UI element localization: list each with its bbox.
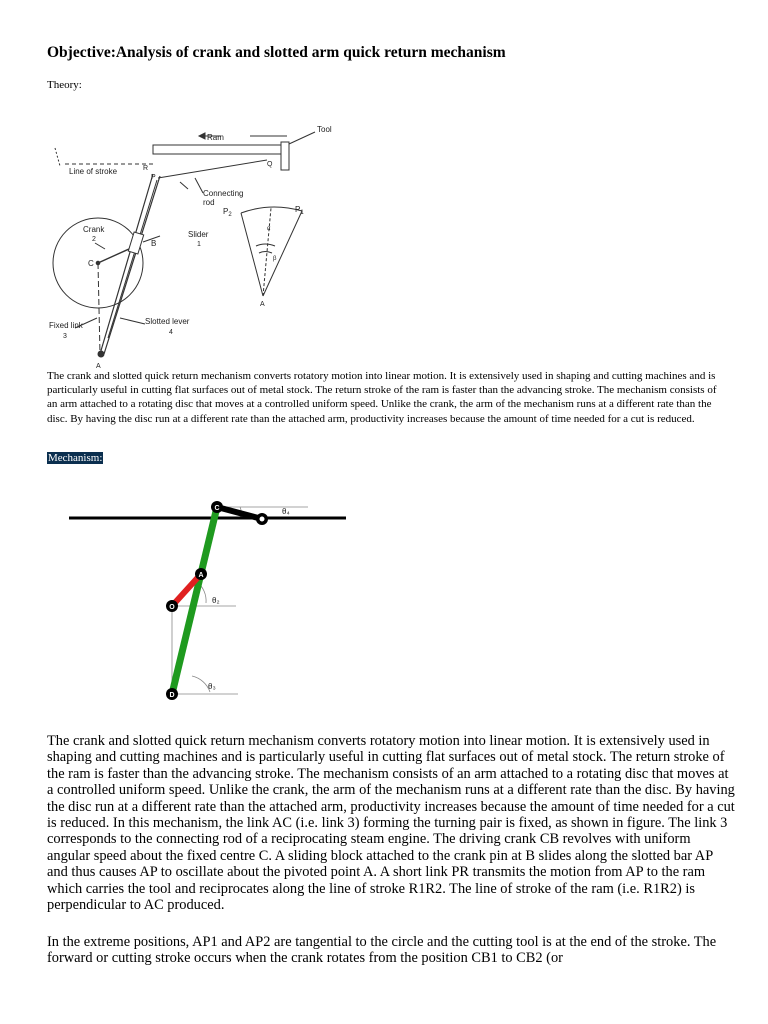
label-point-r: R — [143, 165, 149, 172]
label-point-q: Q — [267, 161, 273, 168]
inset-arm-left — [241, 213, 263, 296]
label-joint-c: C — [214, 505, 220, 512]
label-joint-a: A — [198, 572, 204, 579]
fixed-link-line — [98, 263, 100, 354]
mechanism-paragraph: The crank and slotted quick return mechanism converts rotatory motion into linear motion. It is extensively used in shaping and cutting machines and is particularly useful in cutting flat surfaces out of metal stock. The return stroke of the ram is faster than the advancing stroke. The mechanism consists of an arm attached to a rotating disc that moves at a controlled uniform speed. Unlike the crank, the arm of the mechanism runs at a different rate than the disc. By having the disc run at a different rate than the attached arm, productivity increases because the amount of time needed for a cut is reduced. In this mechanism, the link AC (i.e. link 3) forming the turning pair is fixed, as shown in figure. The link 3 corresponds to the connecting rod of a reciprocating steam engine. The driving crank CB revolves with uniform angular speed about the fixed centre C. A sliding block attached to the crank pin at B slides along the slotted bar AP and thus causes AP to oscillate about the pivoted point A. A short link PR transmits the motion from AP to the ram which carries the tool and reciprocates along the line of stroke R1R2. The line of stroke of the ram (i.e. R1R2) is perpendicular to AC produced. — [47, 733, 735, 914]
label-joint-d: D — [169, 692, 175, 699]
theory-label: Theory: — [47, 79, 82, 91]
label-theta2: θ₂ — [212, 596, 220, 605]
label-crank: Crank — [83, 225, 105, 234]
mechanism-kinematic-diagram — [60, 490, 360, 710]
theory-paragraph: The crank and slotted quick return mechanism converts rotatory motion into linear motion. It is extensively used in shaping and cutting machines and is particularly useful in cutting flat surfaces out of metal stock. The return stroke of the ram is faster than the advancing stroke. The mechanism consists of an arm attached to a rotating disc that moves at a controlled uniform speed. Unlike the crank, the arm of the mechanism runs at a different rate than the disc. By having the disc run at a different rate than the attached arm, productivity increases because the amount of time needed for a cut is reduced. — [47, 370, 717, 425]
connecting-rod-line — [158, 160, 267, 178]
label-ram: Ram — [207, 133, 224, 142]
ram-bar — [153, 145, 288, 154]
document-title: Objective:Analysis of crank and slotted arm quick return mechanism — [47, 44, 506, 61]
label-beta: β — [273, 256, 277, 262]
label-crank-number: 2 — [92, 236, 96, 243]
crank-slotted-lever-diagram — [45, 118, 345, 368]
label-slotted-lever: Slotted lever — [145, 317, 190, 326]
inset-arm-right — [263, 211, 302, 296]
label-point-b: B — [151, 239, 157, 248]
label-point-p: P — [151, 174, 156, 181]
slotted-lever-left — [100, 174, 153, 354]
tool-shape — [281, 142, 289, 170]
label-rod: rod — [203, 198, 215, 207]
label-slider-number: 1 — [197, 241, 201, 248]
label-fixed-link-number: 3 — [63, 333, 67, 340]
label-joint-o: O — [169, 604, 175, 611]
pivot-a — [98, 351, 104, 357]
label-alpha: α — [267, 226, 271, 232]
label-slotted-lever-number: 4 — [169, 329, 173, 336]
label-p2: $P_2$ — [223, 207, 232, 218]
slotted-lever-right — [104, 176, 160, 354]
label-point-a: A — [96, 363, 101, 368]
label-point-c: C — [88, 259, 94, 268]
extreme-positions-paragraph: In the extreme positions, AP1 and AP2 are tangential to the circle and the cutting tool is at the end of the stroke. The forward or cutting stroke occurs when the crank rotates from the position CB1 to CB2 (or — [47, 934, 717, 967]
label-inset-a: A — [260, 301, 265, 308]
label-p1: $P_1$ — [295, 205, 304, 216]
label-line-of-stroke: Line of stroke — [69, 167, 118, 176]
mechanism-label: Mechanism: — [48, 452, 103, 464]
label-theta3: θ₃ — [208, 682, 216, 691]
label-slider: Slider — [188, 230, 209, 239]
label-theta4: θ₄ — [282, 507, 290, 516]
label-fixed-link: Fixed link — [49, 321, 83, 330]
label-tool: Tool — [317, 125, 332, 134]
label-connecting: Connecting — [203, 189, 244, 198]
